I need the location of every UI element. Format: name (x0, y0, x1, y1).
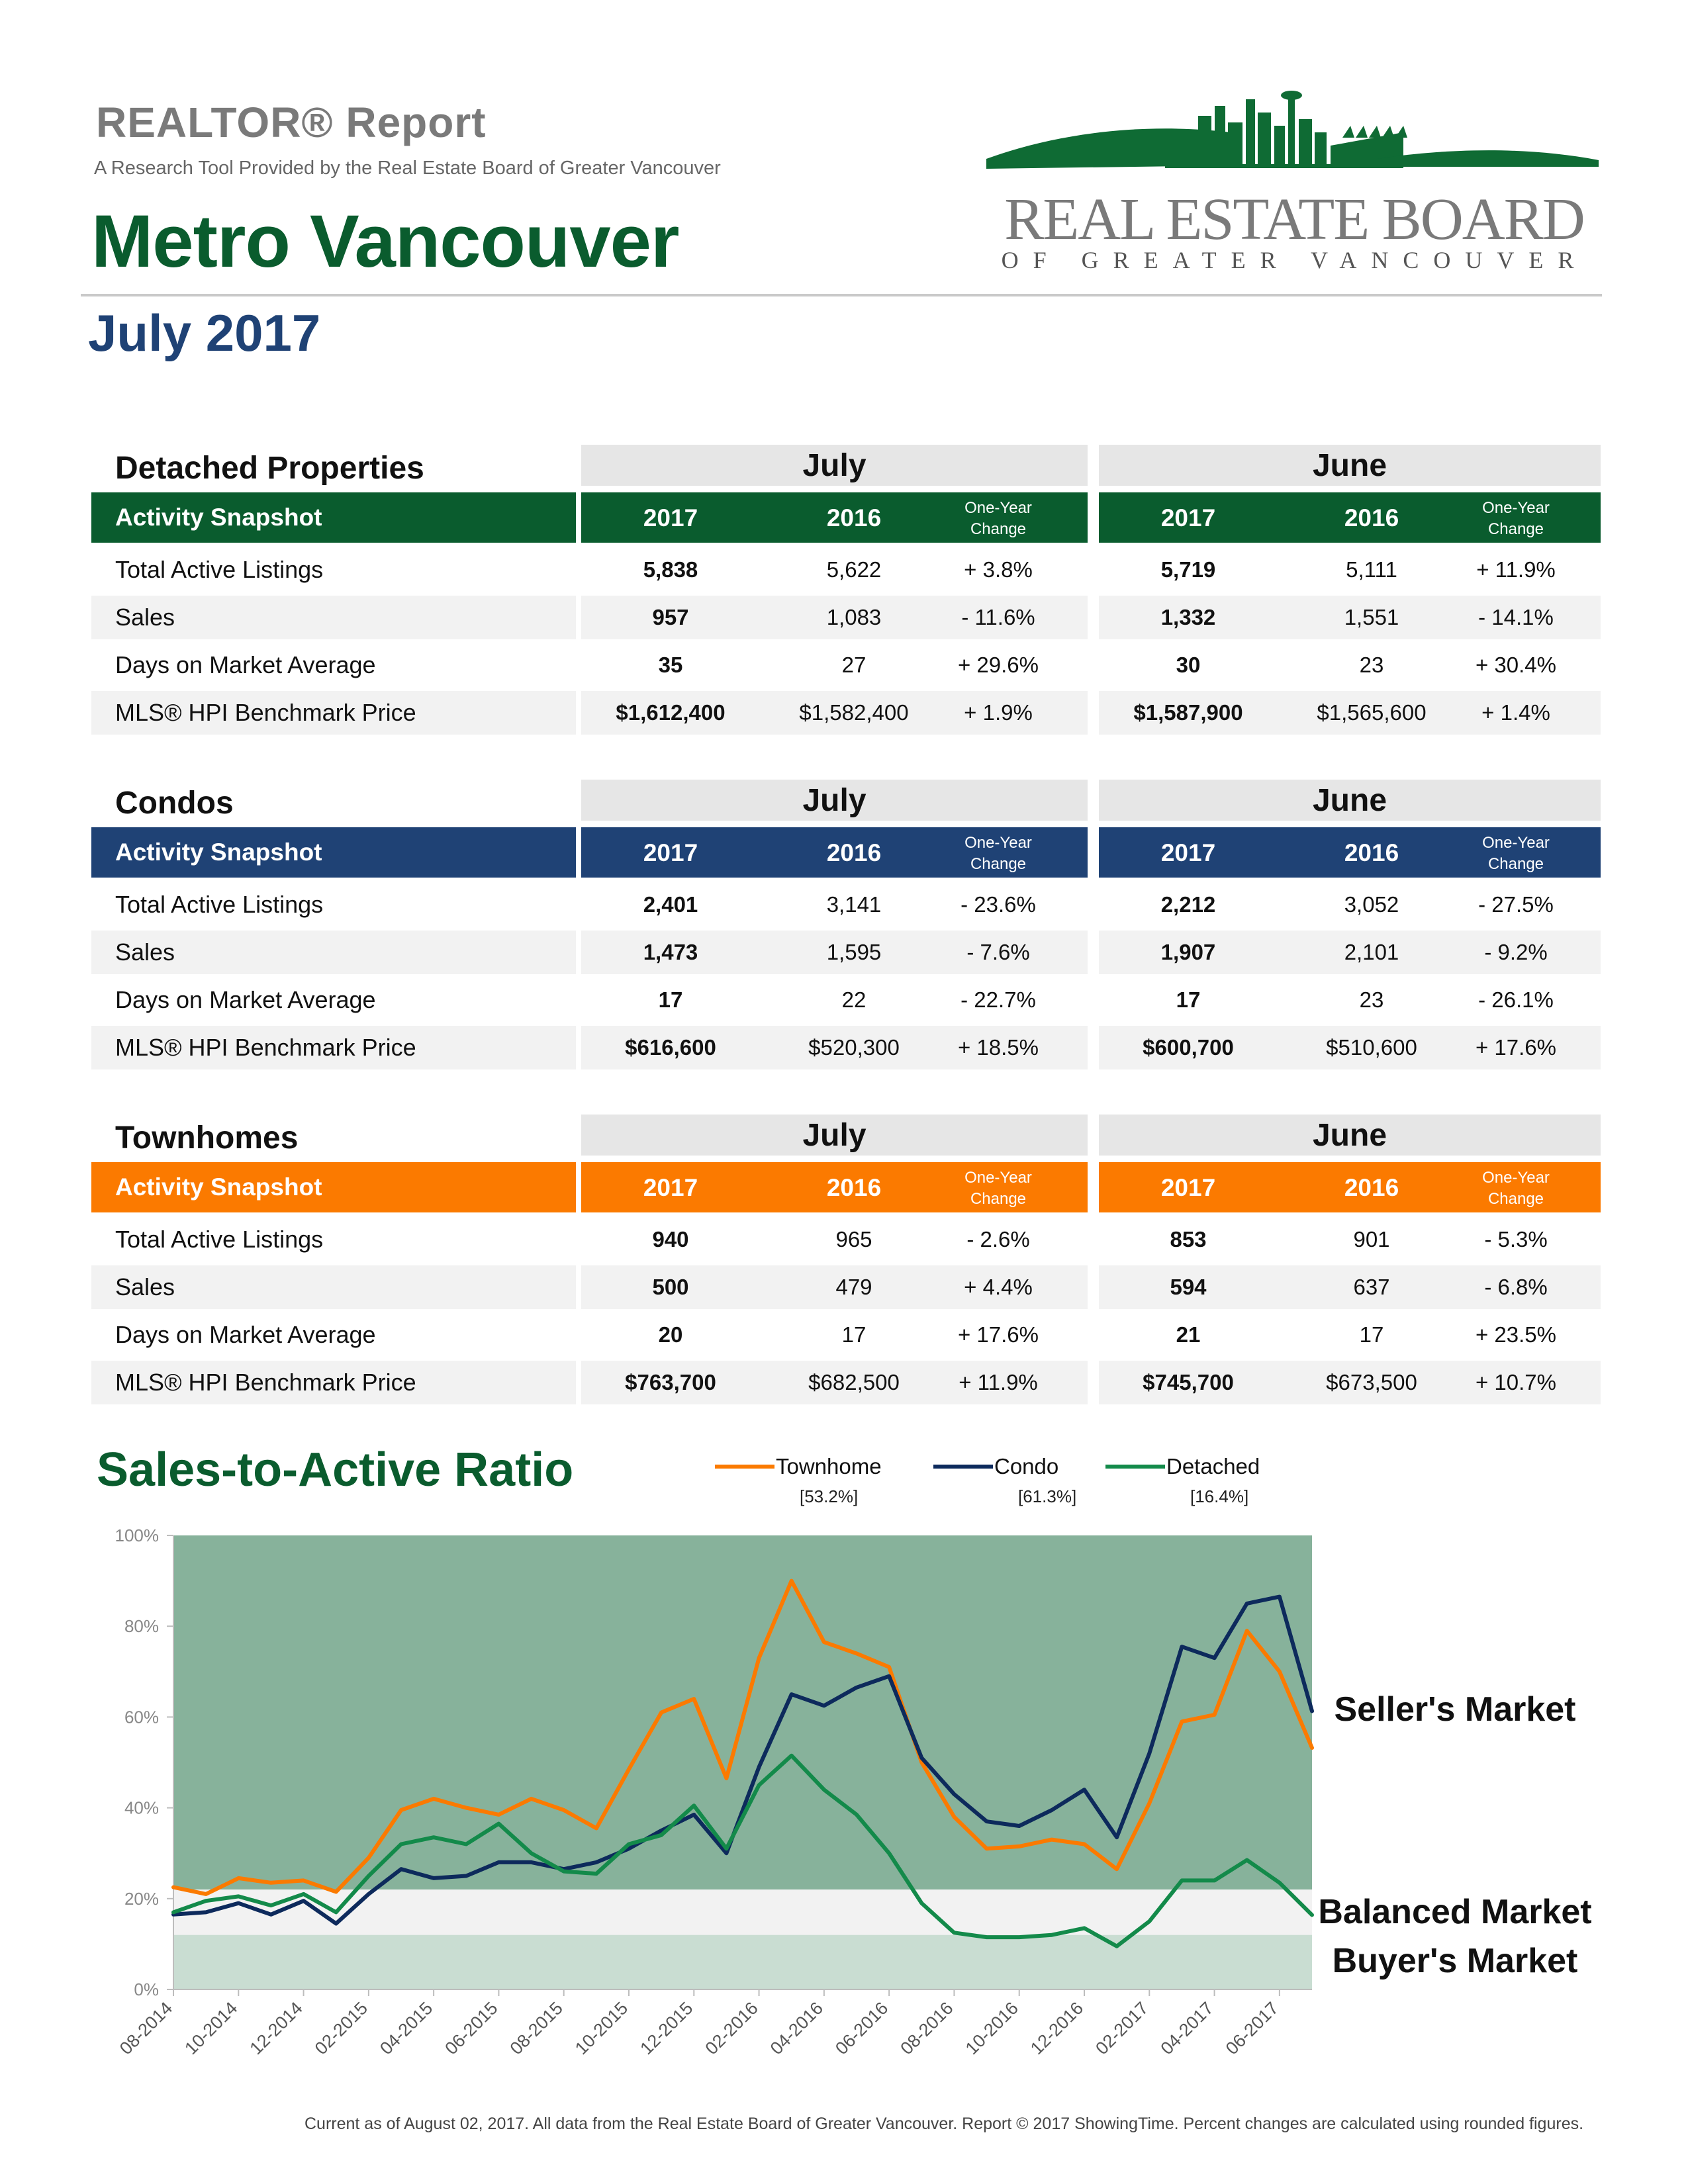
value-change: - 6.8% (1484, 1275, 1548, 1299)
x-tick-label: 12-2014 (246, 1998, 306, 2059)
legend-current-value: [53.2%] (800, 1486, 859, 1506)
year-label: 2017 (643, 839, 698, 866)
value-change: + 17.6% (957, 1322, 1039, 1347)
value-change: - 5.3% (1484, 1227, 1548, 1251)
table-row (91, 548, 1601, 592)
value-prior-year: $520,300 (808, 1035, 900, 1060)
report-brand-title: REALTOR® Report (96, 99, 487, 146)
metric-label: Days on Market Average (115, 1321, 376, 1348)
y-tick-label: 60% (124, 1707, 159, 1727)
metric-label: Total Active Listings (115, 1226, 324, 1253)
value-prior-year: 965 (835, 1227, 872, 1251)
value-prior-year: 23 (1359, 653, 1384, 677)
value-change: - 11.6% (961, 605, 1035, 629)
report-month: July 2017 (88, 304, 321, 362)
value-current-year: $1,587,900 (1133, 700, 1243, 725)
snapshot-label: Activity Snapshot (115, 1173, 322, 1201)
year-label: 2016 (826, 1174, 882, 1201)
year-label: 2016 (1344, 1174, 1399, 1201)
value-prior-year: $673,500 (1326, 1370, 1417, 1394)
x-tick-label: 10-2015 (571, 1998, 632, 2059)
legend-current-value: [16.4%] (1190, 1486, 1249, 1506)
value-prior-year: 901 (1353, 1227, 1390, 1251)
x-tick-label: 02-2015 (310, 1998, 372, 2059)
year-label: 2016 (1344, 839, 1399, 866)
legend-entry-townhome: Townhome (776, 1454, 882, 1479)
metric-label: Total Active Listings (115, 891, 324, 918)
balanced-market-label: Balanced Market (1318, 1893, 1592, 1931)
x-tick-label: 10-2016 (961, 1998, 1022, 2059)
value-change: - 7.6% (966, 940, 1030, 964)
year-label: 2017 (1160, 1174, 1216, 1201)
change-label: One-Year Change (1482, 1169, 1550, 1208)
table-row (91, 883, 1601, 927)
value-current-year: 17 (658, 987, 683, 1012)
year-header-previous (1099, 1162, 1601, 1212)
x-tick-label: 02-2016 (701, 1998, 762, 2059)
value-current-year: 957 (652, 605, 689, 629)
value-prior-year: 2,101 (1344, 940, 1399, 964)
section-title: Condos (115, 786, 234, 821)
value-current-year: $600,700 (1143, 1035, 1234, 1060)
legend-current-value: [61.3%] (1018, 1486, 1077, 1506)
value-prior-year: 17 (1359, 1322, 1384, 1347)
metric-label: MLS® HPI Benchmark Price (115, 1034, 416, 1061)
buyers-market-label: Buyer's Market (1332, 1942, 1578, 1980)
table-row (91, 1218, 1601, 1261)
value-change: + 11.9% (1476, 557, 1556, 582)
value-change: - 2.6% (966, 1227, 1030, 1251)
metric-label: MLS® HPI Benchmark Price (115, 1369, 416, 1396)
y-tick-label: 40% (124, 1797, 159, 1818)
metric-label: MLS® HPI Benchmark Price (115, 699, 416, 726)
period-header-current: July (581, 445, 1088, 486)
change-label: One-Year Change (1482, 499, 1550, 538)
value-current-year: 940 (652, 1227, 689, 1251)
year-label: 2016 (826, 839, 882, 866)
x-tick-label: 08-2014 (115, 1998, 177, 2059)
value-current-year: $763,700 (625, 1370, 716, 1394)
value-current-year: 20 (658, 1322, 683, 1347)
snapshot-header (91, 492, 576, 543)
value-prior-year: 3,052 (1344, 892, 1399, 917)
value-current-year: 21 (1176, 1322, 1201, 1347)
value-current-year: $616,600 (625, 1035, 716, 1060)
value-prior-year: 479 (835, 1275, 872, 1299)
sellers-market-label: Seller's Market (1334, 1690, 1576, 1729)
value-change: + 23.5% (1475, 1322, 1556, 1347)
y-tick-label: 20% (124, 1888, 159, 1909)
year-header-current (581, 827, 1088, 878)
section-title: Townhomes (115, 1120, 299, 1156)
value-prior-year: 23 (1359, 987, 1384, 1012)
period-header-current: July (581, 780, 1088, 821)
year-label: 2016 (826, 504, 882, 531)
x-tick-label: 12-2015 (636, 1998, 697, 2059)
snapshot-label: Activity Snapshot (115, 839, 322, 866)
x-tick-label: 04-2015 (376, 1998, 437, 2059)
section-townhomes (91, 1115, 1601, 1406)
logo-wordmark: REAL ESTATE BOARD (1004, 187, 1584, 252)
value-change: - 27.5% (1478, 892, 1554, 917)
year-label: 2017 (643, 1174, 698, 1201)
value-prior-year: 17 (841, 1322, 867, 1347)
table-row (91, 931, 1601, 974)
year-label: 2017 (1160, 839, 1216, 866)
value-change: + 10.7% (1475, 1370, 1556, 1394)
value-current-year: 5,838 (643, 557, 698, 582)
section-detached (91, 445, 1601, 736)
table-row (91, 1361, 1601, 1404)
year-header-current (581, 1162, 1088, 1212)
period-header-current: July (581, 1115, 1088, 1156)
value-prior-year: $1,565,600 (1317, 700, 1427, 725)
value-current-year: 1,332 (1160, 605, 1216, 629)
table-row (91, 691, 1601, 735)
value-current-year: 17 (1176, 987, 1201, 1012)
change-label: One-Year Change (964, 499, 1032, 538)
value-prior-year: 22 (841, 987, 867, 1012)
table-row (91, 596, 1601, 639)
x-tick-label: 08-2015 (506, 1998, 567, 2059)
year-header-previous (1099, 827, 1601, 878)
value-current-year: $1,612,400 (616, 700, 726, 725)
value-current-year: $745,700 (1143, 1370, 1234, 1394)
value-change: + 11.9% (959, 1370, 1038, 1394)
legend-entry-detached: Detached (1166, 1454, 1260, 1479)
metric-label: Sales (115, 604, 175, 631)
value-prior-year: $682,500 (808, 1370, 900, 1394)
period-header-previous: June (1099, 445, 1601, 486)
x-tick-label: 04-2017 (1156, 1998, 1217, 2059)
legend-entry-condo: Condo (994, 1454, 1059, 1479)
value-current-year: 1,907 (1160, 940, 1216, 964)
x-tick-label: 10-2014 (181, 1998, 242, 2059)
metric-label: Sales (115, 938, 175, 966)
table-row (91, 1313, 1601, 1357)
value-current-year: 500 (652, 1275, 689, 1299)
value-prior-year: 1,551 (1344, 605, 1399, 629)
table-row (91, 643, 1601, 687)
footnote: Current as of August 02, 2017. All data from the Real Estate Board of Greater Vancouver. Report © 2017 ShowingTime. Percent changes are calculated using rounded figures. (305, 2115, 1584, 2133)
value-change: - 23.6% (961, 892, 1036, 917)
table-row (91, 1265, 1601, 1309)
metric-label: Days on Market Average (115, 651, 376, 678)
x-tick-label: 06-2017 (1221, 1998, 1283, 2059)
year-label: 2016 (1344, 504, 1399, 531)
value-prior-year: 5,622 (826, 557, 882, 582)
value-prior-year: 637 (1353, 1275, 1390, 1299)
value-current-year: 35 (658, 653, 683, 677)
value-change: + 17.6% (1475, 1035, 1556, 1060)
logo-subtitle: OF GREATER VANCOUVER (1001, 247, 1589, 273)
value-current-year: 594 (1170, 1275, 1207, 1299)
value-change: - 9.2% (1484, 940, 1548, 964)
x-tick-label: 04-2016 (766, 1998, 827, 2059)
value-prior-year: 5,111 (1346, 557, 1397, 582)
value-change: + 4.4% (964, 1275, 1033, 1299)
skyline-icon (986, 91, 1599, 169)
chart-title: Sales-to-Active Ratio (97, 1443, 574, 1496)
section-condos (91, 780, 1601, 1071)
y-tick-label: 100% (115, 1525, 159, 1545)
year-header-previous (1099, 492, 1601, 543)
value-change: - 14.1% (1478, 605, 1554, 629)
snapshot-header (91, 827, 576, 878)
section-title: Detached Properties (115, 451, 424, 486)
metric-label: Sales (115, 1273, 175, 1300)
value-prior-year: 27 (841, 653, 867, 677)
value-current-year: 5,719 (1160, 557, 1216, 582)
table-row (91, 978, 1601, 1022)
y-tick-label: 80% (124, 1616, 159, 1637)
value-change: + 18.5% (957, 1035, 1039, 1060)
change-label: One-Year Change (964, 1169, 1032, 1208)
metric-label: Total Active Listings (115, 556, 324, 583)
change-label: One-Year Change (1482, 834, 1550, 873)
value-prior-year: 1,083 (826, 605, 882, 629)
x-tick-label: 08-2016 (896, 1998, 957, 2059)
value-change: - 26.1% (1478, 987, 1554, 1012)
year-label: 2017 (1160, 504, 1216, 531)
buyers-market-zone (173, 1935, 1312, 1989)
value-current-year: 2,401 (643, 892, 698, 917)
report-brand-subtitle: A Research Tool Provided by the Real Estate Board of Greater Vancouver (94, 158, 721, 179)
value-prior-year: 1,595 (826, 940, 882, 964)
change-label: One-Year Change (964, 834, 1032, 873)
metric-label: Days on Market Average (115, 986, 376, 1013)
value-prior-year: $510,600 (1326, 1035, 1417, 1060)
snapshot-label: Activity Snapshot (115, 504, 322, 531)
value-change: + 1.4% (1481, 700, 1550, 725)
x-tick-label: 06-2016 (831, 1998, 892, 2059)
year-header-current (581, 492, 1088, 543)
value-change: + 30.4% (1475, 653, 1556, 677)
period-header-previous: June (1099, 780, 1601, 821)
value-change: + 29.6% (957, 653, 1039, 677)
value-current-year: 2,212 (1160, 892, 1216, 917)
value-current-year: 853 (1170, 1227, 1207, 1251)
value-prior-year: $1,582,400 (799, 700, 909, 725)
value-current-year: 1,473 (643, 940, 698, 964)
snapshot-header (91, 1162, 576, 1212)
y-tick-label: 0% (134, 1979, 159, 1999)
year-label: 2017 (643, 504, 698, 531)
value-change: - 22.7% (961, 987, 1036, 1012)
value-change: + 1.9% (964, 700, 1033, 725)
table-row (91, 1026, 1601, 1069)
x-tick-label: 12-2016 (1026, 1998, 1088, 2059)
x-tick-label: 02-2017 (1092, 1998, 1152, 2059)
value-current-year: 30 (1176, 653, 1201, 677)
header-divider (81, 294, 1602, 296)
x-tick-label: 06-2015 (441, 1998, 502, 2059)
value-prior-year: 3,141 (826, 892, 882, 917)
period-header-previous: June (1099, 1115, 1601, 1156)
region-title: Metro Vancouver (91, 200, 679, 283)
sales-to-active-chart (0, 1443, 1688, 2091)
value-change: + 3.8% (964, 557, 1033, 582)
